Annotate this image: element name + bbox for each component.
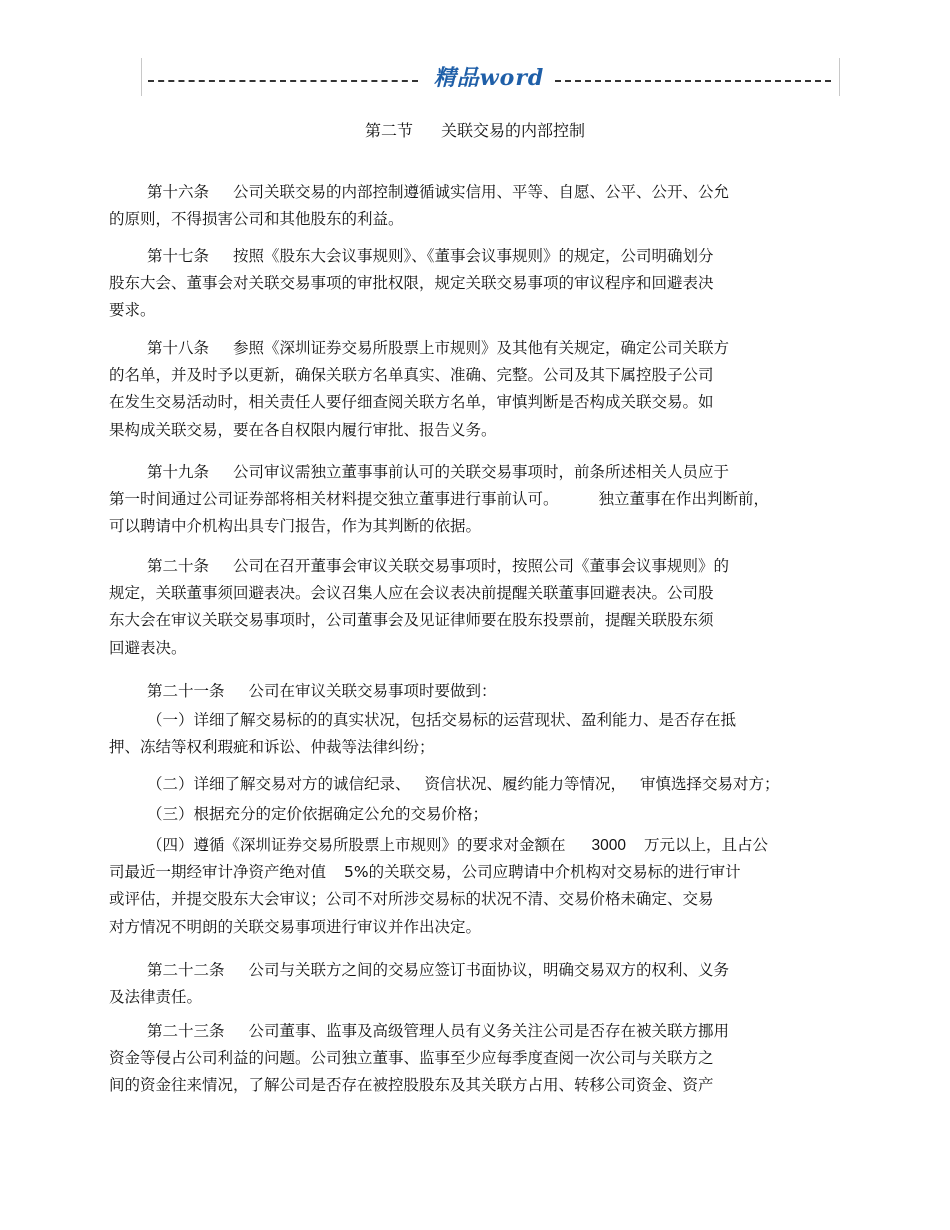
section-number: 第二节 <box>364 121 413 140</box>
article-line: 第十八条 参照《深圳证券交易所股票上市规则》及其他有关规定，确定公司关联方 <box>147 339 730 357</box>
item-line: 押、冻结等权利瑕疵和诉讼、仲裁等法律纠纷； <box>109 738 435 757</box>
article-label: 第二十二条 <box>147 961 225 979</box>
header-divider-left <box>148 80 418 82</box>
article-line: 回避表决。 <box>109 638 187 657</box>
article-line: 间的资金往来情况，了解公司是否存在被控股股东及其关联方占用、转移公司资金、资产 <box>109 1076 714 1095</box>
article-line: 果构成关联交易，要在各自权限内履行审批、报告义务。 <box>109 420 497 439</box>
article-23 <box>109 1018 831 1100</box>
article-line: 在发生交易活动时，相关责任人要仔细查阅关联方名单，审慎判断是否构成关联交易。如 <box>109 393 714 412</box>
section-title <box>0 120 950 142</box>
article-line: 的原则，不得损害公司和其他股东的利益。 <box>109 210 404 229</box>
article-line: 股东大会、董事会对关联交易事项的审批权限，规定关联交易事项的审议程序和回避表决 <box>109 274 714 293</box>
article-21-item-4 <box>109 832 831 941</box>
article-21-item-3 <box>109 801 831 828</box>
article-line: 第二十二条 公司与关联方之间的交易应签订书面协议，明确交易双方的权利、义务 <box>147 961 730 979</box>
article-line: 第二十一条 公司在审议关联交易事项时要做到： <box>147 682 497 700</box>
article-21-item-1 <box>109 707 831 761</box>
article-line: 第一时间通过公司证券部将相关材料提交独立董事进行事前认可。 独立董事在作出判断前， <box>109 490 770 509</box>
item-line: （四）遵循《深圳证券交易所股票上市规则》的要求对金额在 3000 万元以上，且占公 <box>147 836 769 854</box>
article-label: 第二十一条 <box>147 682 225 700</box>
section-heading: 关联交易的内部控制 <box>441 121 586 140</box>
item-line: 或评估，并提交股东大会审议；公司不对所涉交易标的状况不清、交易价格未确定、交易 <box>109 890 714 909</box>
article-17 <box>109 243 831 325</box>
item-line: 对方情况不明朗的关联交易事项进行审议并作出决定。 <box>109 917 482 936</box>
article-line: 的名单，并及时予以更新，确保关联方名单真实、准确、完整。公司及其下属控股子公司 <box>109 366 714 385</box>
article-label: 第十七条 <box>147 247 210 265</box>
header-logo: 精品word <box>433 65 545 91</box>
article-label: 第十六条 <box>147 183 210 201</box>
article-line: 第二十三条 公司董事、监事及高级管理人员有义务关注公司是否存在被关联方挪用 <box>147 1022 730 1040</box>
article-line: 要求。 <box>109 301 156 320</box>
article-label: 第十八条 <box>147 339 210 357</box>
article-line: 东大会在审议关联交易事项时，公司董事会及见证律师要在股东投票前，提醒关联股东须 <box>109 611 714 630</box>
article-line: 第十七条 按照《股东大会议事规则》、《董事会议事规则》的规定，公司明确划分 <box>147 247 714 265</box>
article-18 <box>109 335 831 444</box>
article-22 <box>109 957 831 1011</box>
article-line: 第十六条 公司关联交易的内部控制遵循诚实信用、平等、自愿、公平、公开、公允 <box>147 183 730 201</box>
item-line: 司最近一期经审计净资产绝对值 5%的关联交易，公司应聘请中介机构对交易标的进行审计 <box>109 863 741 882</box>
article-19 <box>109 459 831 541</box>
article-line: 可以聘请中介机构出具专门报告，作为其判断的依据。 <box>109 517 482 536</box>
article-line: 第十九条 公司审议需独立董事事前认可的关联交易事项时，前条所述相关人员应于 <box>147 463 730 481</box>
article-label: 第二十条 <box>147 557 210 575</box>
item-line: （一）详细了解交易标的的真实状况，包括交易标的运营现状、盈利能力、是否存在抵 <box>147 711 737 729</box>
header-divider-right <box>555 80 831 82</box>
article-21 <box>109 678 831 705</box>
article-16 <box>109 179 831 233</box>
item-line: （三）根据充分的定价依据确定公允的交易价格； <box>147 805 489 823</box>
article-line: 资金等侵占公司利益的问题。公司独立董事、监事至少应每季度查阅一次公司与关联方之 <box>109 1049 714 1068</box>
page-header <box>141 58 840 96</box>
article-20 <box>109 553 831 662</box>
article-21-item-2 <box>109 771 831 798</box>
article-line: 第二十条 公司在召开董事会审议关联交易事项时，按照公司《董事会议事规则》的 <box>147 557 730 575</box>
article-line: 及法律责任。 <box>109 988 203 1007</box>
article-line: 规定，关联董事须回避表决。会议召集人应在会议表决前提醒关联董事回避表决。公司股 <box>109 584 714 603</box>
item-line: （二）详细了解交易对方的诚信纪录、 资信状况、履约能力等情况， 审慎选择交易对方； <box>147 775 780 793</box>
article-label: 第十九条 <box>147 463 210 481</box>
article-label: 第二十三条 <box>147 1022 225 1040</box>
